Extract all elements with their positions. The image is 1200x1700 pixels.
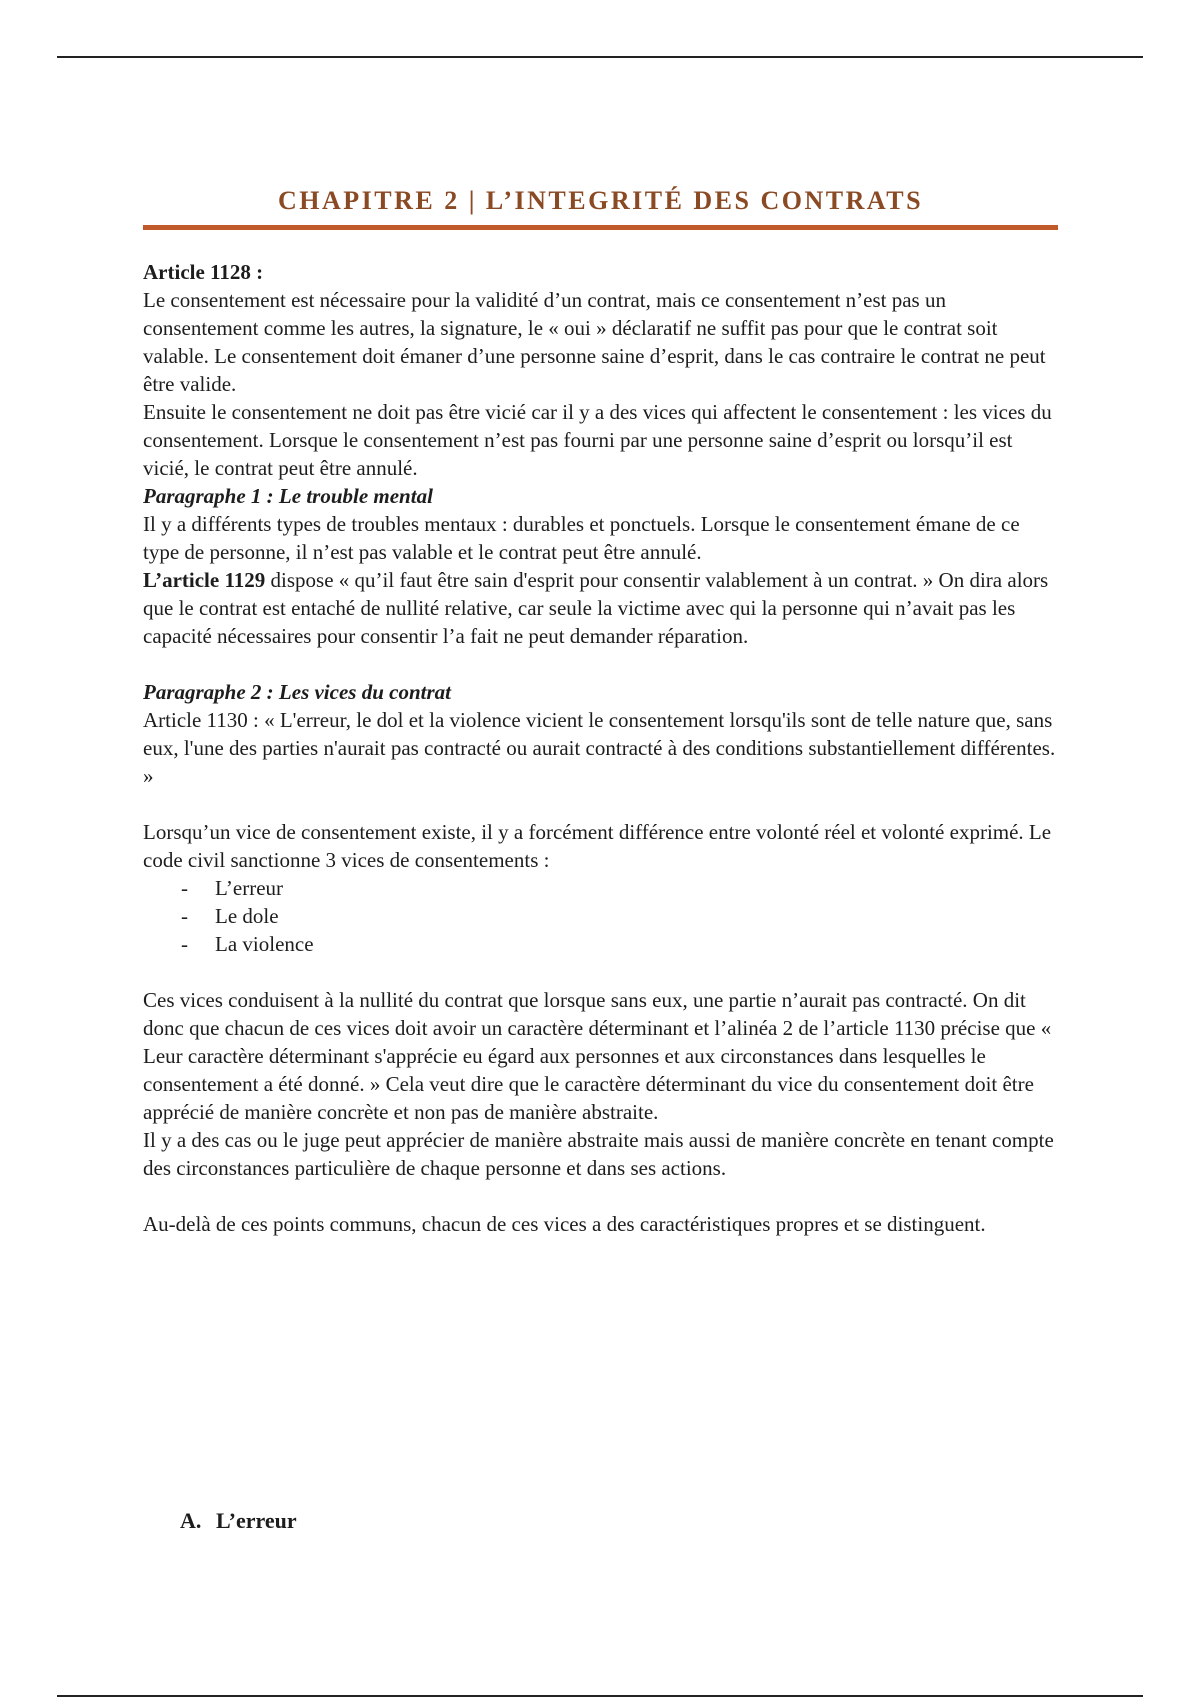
chapter-title: CHAPITRE 2 | L’INTEGRITÉ DES CONTRATS: [277, 186, 924, 215]
section-title: L’erreur: [216, 1508, 297, 1533]
vices-intro: Lorsqu’un vice de consentement existe, il y a forcément différence entre volonté réel et volonté exprimé. Le code civil sanctionne 3 vices de consentements :: [143, 820, 1052, 872]
paragraph-1-text-1: Il y a différents types de troubles mentaux : durables et ponctuels. Lorsque le consentement émane de ce type de personne, il n’est pas valable et le contrat peut être annulé.: [143, 512, 1020, 564]
document-body: [143, 258, 1058, 1238]
section-a-heading: [180, 1506, 297, 1536]
vices-list: [143, 874, 1058, 958]
common-points-text: Au-delà de ces points communs, chacun de ces vices a des caractéristiques propres et se distinguent.: [143, 1212, 986, 1236]
list-item: - La violence: [181, 932, 314, 956]
list-item: - L’erreur: [181, 876, 284, 900]
article-1129-text: dispose « qu’il faut être sain d'esprit pour consentir valablement à un contrat. » On dira alors que le contrat est entaché de nullité relative, car seule la victime avec qui la personne qui n’avait pas les capacité nécessaires pour consentir l’a fait ne peut demander réparation.: [143, 568, 1049, 648]
judge-appreciation-text: Il y a des cas ou le juge peut apprécier de manière abstraite mais aussi de manière concrète en tenant compte des circonstances particulière de chaque personne et dans ses actions.: [143, 1128, 1054, 1180]
paragraph-2-heading: Paragraphe 2 : Les vices du contrat: [143, 680, 451, 704]
list-item: - Le dole: [181, 904, 279, 928]
document-page: [143, 183, 1058, 1238]
article-1128-paragraph-1: Le consentement est nécessaire pour la validité d’un contrat, mais ce consentement n’est pas un consentement comme les autres, la signature, le « oui » déclaratif ne suffit pas pour que le contrat soit valable. Le consentement doit émaner d’une personne saine d’esprit, dans le cas contraire le contrat ne peut être valide.: [143, 288, 1046, 396]
section-letter: A.: [180, 1508, 202, 1533]
paragraph-1-text-2: [143, 566, 1058, 650]
vices-determinant-text: Ces vices conduisent à la nullité du contrat que lorsque sans eux, une partie n’aurait pas contracté. On dit donc que chacun de ces vices doit avoir un caractère déterminant et l’alinéa 2 de l’article 1130 précise que « Leur caractère déterminant s'apprécie eu égard aux personnes et aux circonstances dans lesquelles le consentement a été donné. » Cela veut dire que le caractère déterminant du vice du consentement doit être apprécié de manière concrète et non pas de manière abstraite.: [143, 988, 1052, 1124]
article-1128-paragraph-2: Ensuite le consentement ne doit pas être vicié car il y a des vices qui affectent le consentement : les vices du consentement. Lorsque le consentement n’est pas fourni par une personne saine d’esprit ou lorsqu’il est vicié, le contrat peut être annulé.: [143, 400, 1052, 480]
chapter-title-underline: [143, 225, 1058, 230]
article-1128-heading: Article 1128 :: [143, 260, 264, 284]
article-1129-reference: L’article 1129: [143, 568, 266, 592]
footer-rule: [57, 1695, 1143, 1697]
header-rule: [57, 56, 1143, 58]
paragraph-1-heading: Paragraphe 1 : Le trouble mental: [143, 484, 433, 508]
article-1130-quote: Article 1130 : « L'erreur, le dol et la violence vicient le consentement lorsqu'ils sont de telle nature que, sans eux, l'une des parties n'aurait pas contracté ou aurait contracté à des conditions substantiellement différentes. »: [143, 708, 1056, 788]
